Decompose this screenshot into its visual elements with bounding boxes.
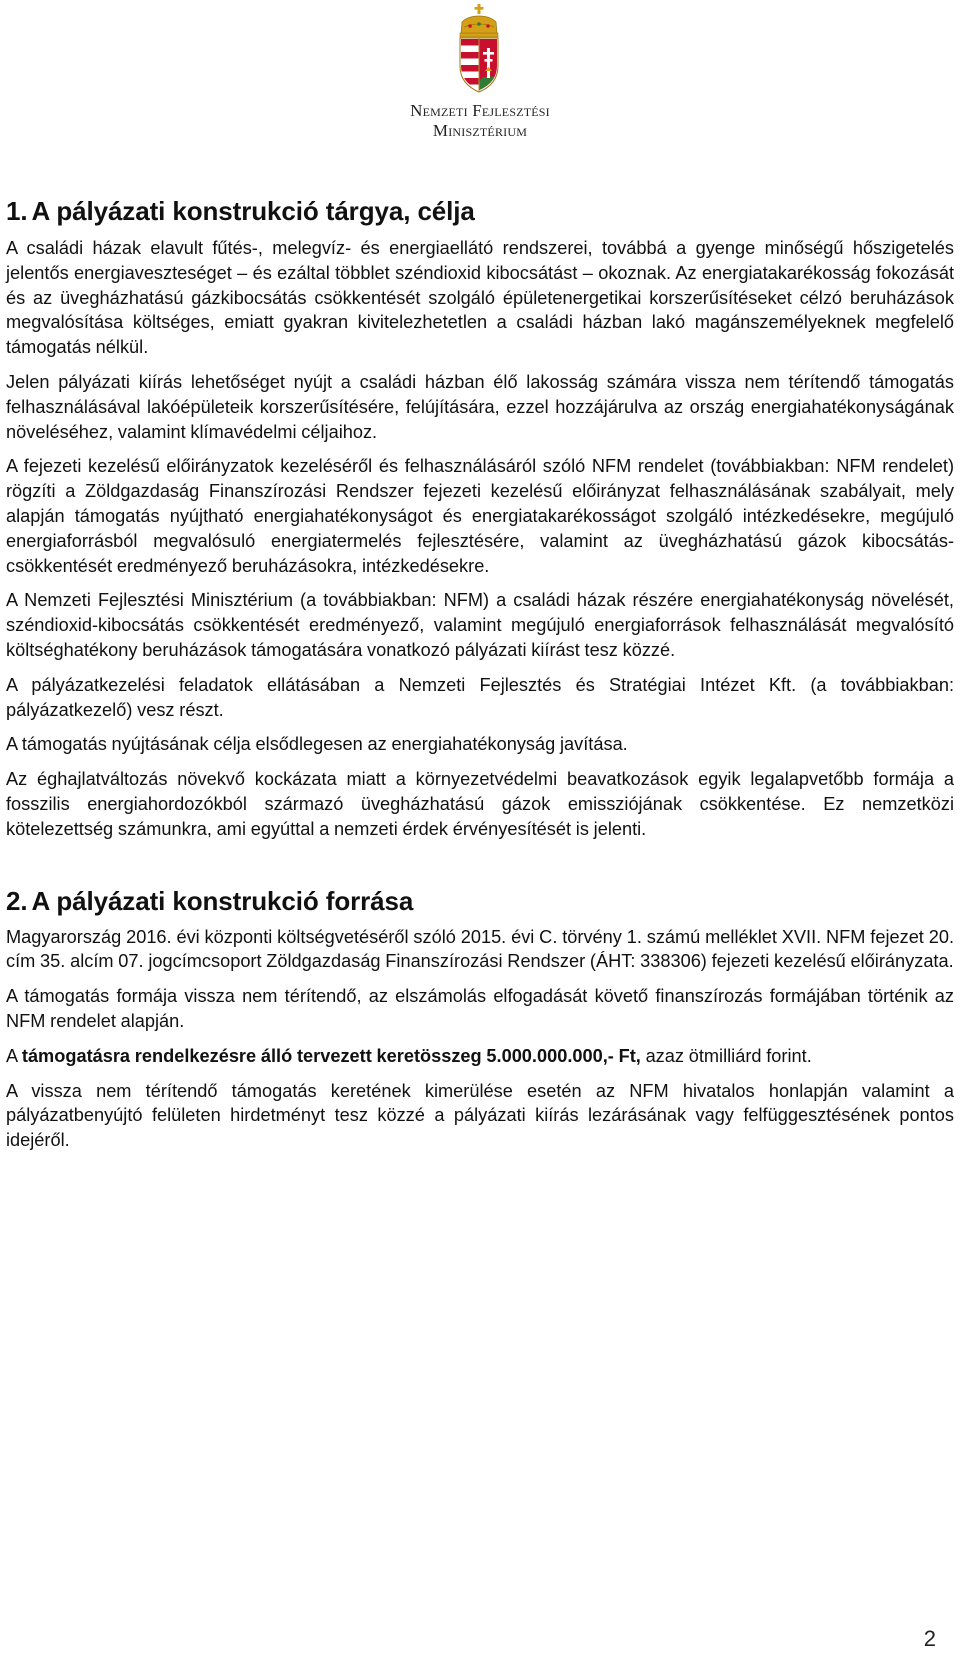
section-1-paragraph: A családi házak elavult fűtés-, melegvíz- és energiaellátó rendszerei, továbbá a gyenge minőségű hőszigetelés jelentős energiaveszteséget – és ezáltal többlet széndioxid kibocsátást – okoznak. Az energiatakarékosság fokozását és az üvegházhatású gázkibocsátás csökkentését szolgáló épületenergetikai korszerűsítéseket célzó beruházások megvalósítása költséges, emiatt gyakran kivitelezhetetlen a családi házban lakó magánszemélyeknek megfelelő támogatás nélkül. [6, 238, 954, 358]
budget-amount-bold: támogatásra rendelkezésre álló tervezett keretösszeg 5.000.000.000,- Ft, [21, 1045, 641, 1066]
section-2-budget-paragraph [6, 1044, 954, 1069]
page-number: 2 [923, 1626, 936, 1651]
section-1-paragraph: A támogatás nyújtásának célja elsődlegesen az energiahatékonyság javítása. [6, 734, 628, 755]
budget-prefix: A [6, 1045, 22, 1066]
section-2-number: 2. [6, 885, 28, 916]
budget-suffix: azaz ötmilliárd forint. [640, 1045, 812, 1066]
section-1-paragraph: A Nemzeti Fejlesztési Minisztérium (a továbbiakban: NFM) a családi házak részére energiahatékonyság növelését, széndioxid-kibocsátás csökkentését eredményező, valamint megújuló energiaforrások felhasználását megvalósító költséghatékony beruházások támogatására vonatkozó pályázati kiírást tesz közzé. [6, 590, 954, 660]
ministry-name-line1: Nemzeti Fejlesztési [410, 101, 550, 120]
section-2-paragraph: A vissza nem térítendő támogatás keretének kimerülése esetén az NFM hivatalos honlapján valamint a pályázatbenyújtó felületen hirdetményt tesz közzé a pályázati kiírás lezárásának vagy felfüggesztésének pontos idejéről. [6, 1080, 954, 1151]
section-1-heading [6, 194, 954, 228]
section-2-paragraph: Magyarország 2016. évi központi költségvetéséről szóló 2015. évi C. törvény 1. számú melléklet XVII. NFM fejezet 20. cím 35. alcím 07. jogcímcsoport Zöldgazdaság Finanszírozási Rendszer (ÁHT: 338306) fejezeti kezelésű előirányzata. [6, 926, 954, 972]
section-1-paragraph: A fejezeti kezelésű előirányzatok kezeléséről és felhasználásáról szóló NFM rendelet (továbbiakban: NFM rendelet) rögzíti a Zöldgazdaság Finanszírozási Rendszer fejezeti kezelésű előirányzat felhasználásának szabályait, mely alapján támogatás nyújtható energiahatékonyságot és energiatakarékosságot szolgáló intézkedésekre, megújuló energiaforrásból megvalósuló energiatermelés fejlesztésére, valamint az üvegházhatású gázok kibocsátás-csökkentését eredményező beruházásokra, intézkedésekre. [6, 456, 954, 576]
section-1-paragraph: A pályázatkezelési feladatok ellátásában a Nemzeti Fejlesztés és Stratégiai Intézet Kft. (a továbbiakban: pályázatkezelő) vesz részt. [6, 674, 954, 720]
section-2-paragraph: A támogatás formája vissza nem térítendő, az elszámolás elfogadását követő finanszírozás formájában történik az NFM rendelet alapján. [6, 986, 954, 1031]
section-2 [6, 884, 954, 1153]
section-1 [6, 194, 954, 842]
document-body [6, 194, 954, 1163]
section-1-title: A pályázati konstrukció tárgya, célja [31, 196, 475, 226]
section-2-title: A pályázati konstrukció forrása [31, 885, 414, 916]
ministry-logo-text [330, 101, 630, 141]
section-1-paragraph: Jelen pályázati kiírás lehetőséget nyújt a családi házban élő lakosság számára vissza nem térítendő támogatás felhasználásával lakóépületeik korszerűsítésére, felújítására, ezzel hozzájárulva az ország energiahatékonyságának növeléséhez, valamint klímavédelmi céljaihoz. [6, 371, 954, 442]
section-1-number: 1. [6, 196, 28, 226]
ministry-name-line2: Minisztérium [432, 121, 528, 140]
page-header [0, 0, 960, 145]
section-1-paragraph: Az éghajlatváltozás növekvő kockázata miatt a környezetvédelmi beavatkozások egyik legalapvetőbb formája a fosszilis energiahordozókból származó üvegházhatású gázok emissziójának csökkentése. Ez nemzetközi kötelezettség számunkra, ami egyúttal a nemzeti érdek érvényesítését is jelenti. [6, 769, 954, 839]
section-2-heading [6, 884, 954, 918]
hungarian-coat-of-arms-icon [456, 4, 502, 94]
